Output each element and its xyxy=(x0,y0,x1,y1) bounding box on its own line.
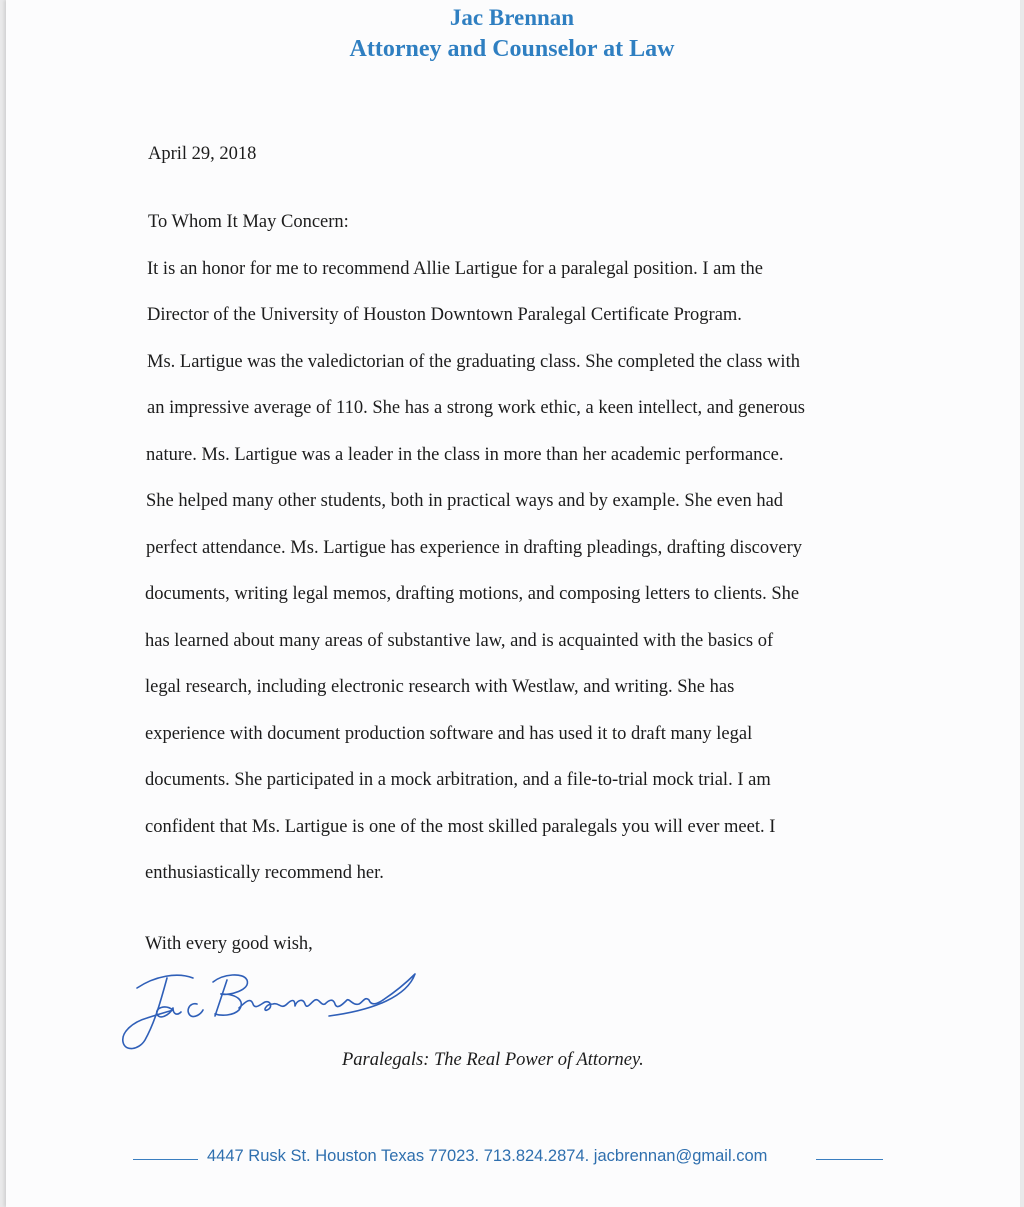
motto: Paralegals: The Real Power of Attorney. xyxy=(342,1050,644,1070)
body-line: has learned about many areas of substantive law, and is acquainted with the basics of xyxy=(145,631,774,651)
letterhead-title: Attorney and Counselor at Law xyxy=(349,36,675,62)
salutation: To Whom It May Concern: xyxy=(148,212,349,232)
body-line: Director of the University of Houston Downtown Paralegal Certificate Program. xyxy=(147,305,742,325)
letter-footer xyxy=(0,1147,1024,1171)
body-line: confident that Ms. Lartigue is one of the most skilled paralegals you will ever meet. I xyxy=(145,817,776,837)
body-line: legal research, including electronic research with Westlaw, and writing. She has xyxy=(145,677,735,697)
body-line: an impressive average of 110. She has a strong work ethic, a keen intellect, and generous xyxy=(147,398,805,418)
body-line: documents, writing legal memos, drafting motions, and composing letters to clients. She xyxy=(145,584,800,604)
footer-rule-right xyxy=(816,1159,883,1160)
body-line: enthusiastically recommend her. xyxy=(145,863,384,883)
body-line: It is an honor for me to recommend Allie Lartigue for a paralegal position. I am the xyxy=(147,259,763,279)
footer-rule-left xyxy=(133,1159,198,1160)
body-line: experience with document production software and has used it to draft many legal xyxy=(145,724,753,744)
letter-date: April 29, 2018 xyxy=(148,144,257,164)
body-line: documents. She participated in a mock arbitration, and a file-to-trial mock trial. I am xyxy=(145,770,771,790)
body-line: perfect attendance. Ms. Lartigue has experience in drafting pleadings, drafting discovery xyxy=(146,538,802,558)
body-line: Ms. Lartigue was the valedictorian of the graduating class. She completed the class with xyxy=(147,352,800,372)
body-line: She helped many other students, both in practical ways and by example. She even had xyxy=(146,491,784,511)
signature-image xyxy=(115,960,425,1055)
footer-contact: 4447 Rusk St. Houston Texas 77023. 713.824.2874. jacbrennan@gmail.com xyxy=(207,1147,768,1165)
body-line: nature. Ms. Lartigue was a leader in the class in more than her academic performance. xyxy=(146,445,784,465)
letterhead-name: Jac Brennan xyxy=(449,5,575,30)
closing: With every good wish, xyxy=(145,934,313,954)
